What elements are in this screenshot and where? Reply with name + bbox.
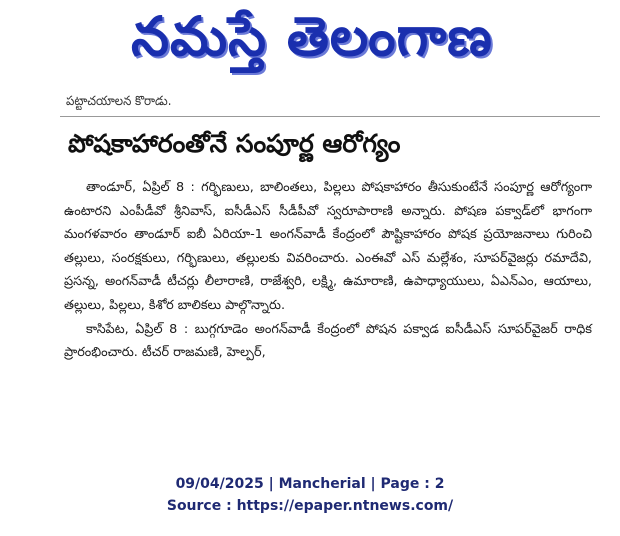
previous-article-fragment: పట్టాచయాలన కొరాడు.: [66, 94, 172, 109]
divider: [60, 116, 600, 117]
edition-info: 09/04/2025 | Mancherial | Page : 2: [175, 476, 445, 492]
article-clipping: [60, 92, 600, 450]
article-body: [64, 176, 592, 365]
article-paragraph: తాండూర్, ఏప్రిల్ 8 : గర్భిణులు, బాలింతలు, పిల్లలు పోషకాహారం తీసుకుంటేనే సంపూర్ణ ఆరోగ్యంగా ఉంటారని ఎంపీడీవో శ్రీనివాస్, ఐసీడీఎస్ సీడీపీవో స్వరూపారాణి అన్నారు. పోషణ పక్వాడ్‌లో భాగంగా మంగళవారం తాండూర్ ఐబీ ఏరియా-1 అంగన్‌వాడీ కేంద్రంలో పౌష్టికాహారం పోషక ప్రయోజనాలు గురించి తల్లులు, సంరక్షకులు, గర్భిణులు, తల్లులకు వివరించారు. ఎంఈవో ఎస్ మల్లేశం, సూపర్‌వైజర్లు రమాదేవి, ప్రసన్న, అంగన్‌వాడీ టీచర్లు లీలారాణి, రాజేశ్వరి, లక్ష్మి, ఉమారాణి, ఉపాధ్యాయులు, ఏఎన్‌ఎం, ఆయాలు, తల్లులు, పిల్లలు, కిశోర బాలికలు పాల్గొన్నారు.: [64, 180, 592, 313]
source-info: Source : https://epaper.ntnews.com/: [166, 498, 454, 514]
newspaper-logo: నమస్తే తెలంగాణ: [131, 4, 493, 68]
article-headline: పోషకాహారంతోనే సంపూర్ణ ఆరోగ్యం: [68, 129, 401, 158]
article-paragraph: కాసిపేట, ఏప్రిల్ 8 : బుగ్గగూడెం అంగన్‌వాడీ కేంద్రంలో పోషన పక్వాడ ఐసీడీఎస్ సూపర్‌వైజర్ రాధిక ప్రారంభించారు. టీచర్ రాజమణి, హెల్పర్,: [64, 321, 592, 361]
masthead: [0, 0, 620, 88]
